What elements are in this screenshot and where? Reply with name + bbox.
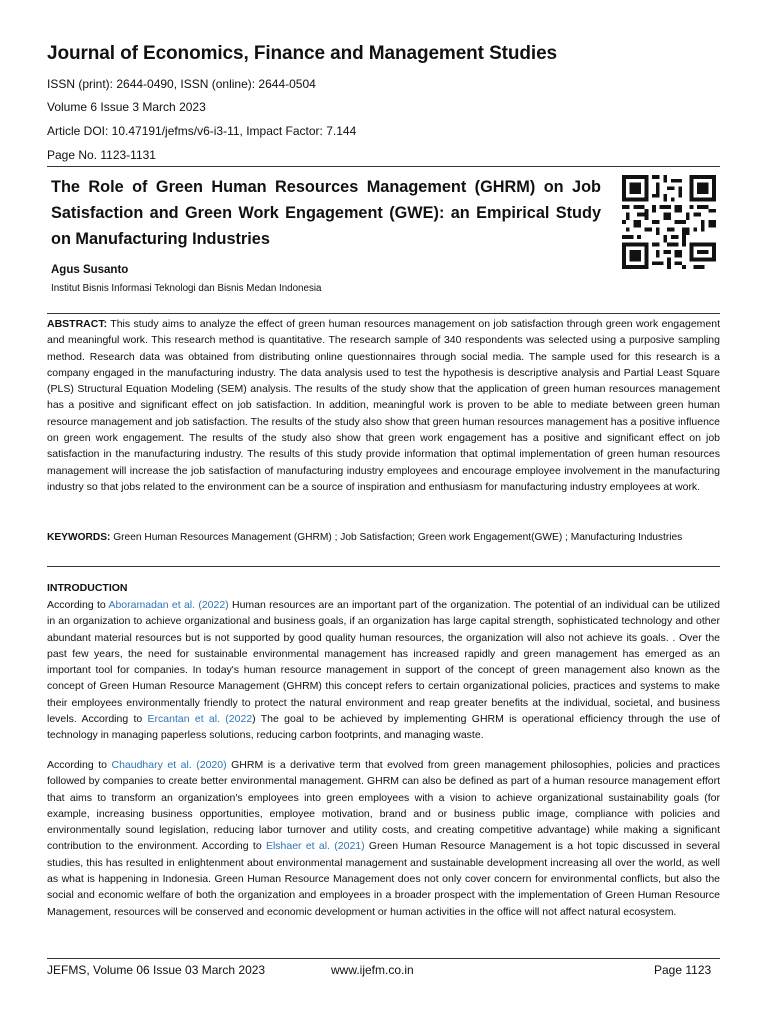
- abstract-label: ABSTRACT:: [47, 318, 108, 330]
- citation-elshaer-link[interactable]: Elshaer et al. (2021): [265, 840, 365, 853]
- qr-code-icon: [619, 175, 719, 269]
- p2-text-c: Green Human Resource Management is a hot topic discussed in several studies, this has resulted in enlightenment about environmental management and sustainable development increasing all over the world, as well as what is happening in Indonesia. Green Human Resource Management does not only cover concern for environmental conflicts, but also the social and economic welfare of both the organization and employees in a broader prospect with the implementation of Green Human Resource Management, resources will be conserved and economic development or human activities in the office will not affect natural ecosystem.: [47, 840, 720, 918]
- abstract-paragraph: [47, 316, 720, 495]
- citation-ercantan-link[interactable]: Ercantan et al. (2022: [147, 713, 253, 726]
- keywords-label: KEYWORDS:: [47, 532, 111, 543]
- header-divider: [47, 166, 720, 167]
- footer-website-link[interactable]: www.ijefm.co.in: [331, 963, 414, 977]
- abstract-top-rule: [47, 313, 720, 314]
- keywords-paragraph: [47, 530, 720, 546]
- introduction-heading: INTRODUCTION: [47, 582, 128, 594]
- introduction-paragraph-1: [47, 597, 720, 744]
- author-name: Agus Susanto: [51, 264, 129, 276]
- volume-line: Volume 6 Issue 3 March 2023: [47, 100, 206, 114]
- p1-text-c: ) The goal to be achieved by implementing GHRM is operational efficiency through the use of technology in managing paperless solutions, reducing carbon footprints, and managing waste.: [47, 713, 720, 742]
- paper-title: The Role of Green Human Resources Management (GHRM) on Job Satisfaction and Green Work Engagement (GWE): an Empirical Study on Manufacturing Industries: [51, 178, 601, 248]
- author-affiliation: Institut Bisnis Informasi Teknologi dan Bisnis Medan Indonesia: [51, 283, 322, 294]
- citation-chaudhary-link[interactable]: Chaudhary et al. (2020): [111, 759, 227, 771]
- citation-aboramadan-link[interactable]: Aboramadan et al. (2022): [108, 599, 229, 611]
- issn-line: ISSN (print): 2644-0490, ISSN (online): 2644-0504: [47, 77, 316, 91]
- footer-journal-info: JEFMS, Volume 06 Issue 03 March 2023: [47, 963, 266, 977]
- p1-text-b: Human resources are an important part of the organization. The potential of an individual can be utilized in an organization to achieve organizational and business goals, if an organization has large capital strength, sophisticated technology and other abundant material resources but is not supported by good quality human resources, the organization will also not achieve its goals. . Over the past few years, the need for sustainable environmental management has increased rapidly and green management has emerged as an important tool for companies. In today's human resource management in support of the concept of green management also known as the concept of Green Human Resource Management (GHRM) this concept refers to certain organizational policies, practices and systems to make their employees environmentally friendly to protect the natural environment and reap greater benefits at the individual, societal, and business levels. According to: [47, 599, 720, 726]
- keywords-bottom-rule: [47, 566, 720, 567]
- p1-text-a: According to: [47, 599, 109, 611]
- doi-line: Article DOI: 10.47191/jefms/v6-i3-11, Impact Factor: 7.144: [47, 124, 357, 138]
- page-range-line: Page No. 1123-1131: [47, 148, 156, 162]
- footer-rule: [47, 958, 720, 959]
- introduction-paragraph-2: [47, 757, 720, 920]
- abstract-text: This study aims to analyze the effect of green human resources management on job satisfaction through green work engagement and meaningful work. This research method is quantitative. The research sample of 340 respondents was selected using a purposive sampling method. Research data was obtained from distributing online questionnaires through social media. The sample used for this research is a company engaged in the manufacturing industry. The data analysis used to test the hypothesis is descriptive analysis and Partial Least Square (PLS) Structural Equation Modeling (SEM) analysis. The results of the study show that the application of green human resources management has a positive and significant effect on job satisfaction. In addition, meaningful work is proven to be able to mediate between green human resource management and job satisfaction. The results of the study also show that green human resources management has a positive influence on green work engagement. The results of the study also show that green work engagement has a positive and significant effect on job satisfaction in the manufacturing industry. The results of this study provide information that optimal implementation of green human resources management will increase the job satisfaction of manufacturing industry employees and encourage employee involvement in the manufacturing industry so that jobs related to the environment can be a source of inspiration and enthusiasm for manufacturing industry employees at work.: [47, 318, 720, 493]
- p2-text-b: GHRM is a derivative term that evolved from green management philosophies, policies and practices followed by companies to create better environmental management. GHRM can also be defined as part of a human resource management effort that aims to transform an organization's employees into green employees with a vision to achieve organizational sustainability goals (for example, increasing business opportunities, employee motivation, brand and or business public image, compliance with policies and environmentally sound legislation, reducing labor turnover and utility costs, and creating competitive advantage) while making a significant contribution to the environment. According to: [47, 759, 720, 853]
- journal-title: Journal of Economics, Finance and Management Studies: [47, 43, 558, 64]
- keywords-text: Green Human Resources Management (GHRM) ; Job Satisfaction; Green work Engagement(GWE) ; Manufacturing Industries: [110, 532, 683, 543]
- p2-text-a: According to: [47, 759, 112, 771]
- footer-page-number: Page 1123: [654, 963, 712, 977]
